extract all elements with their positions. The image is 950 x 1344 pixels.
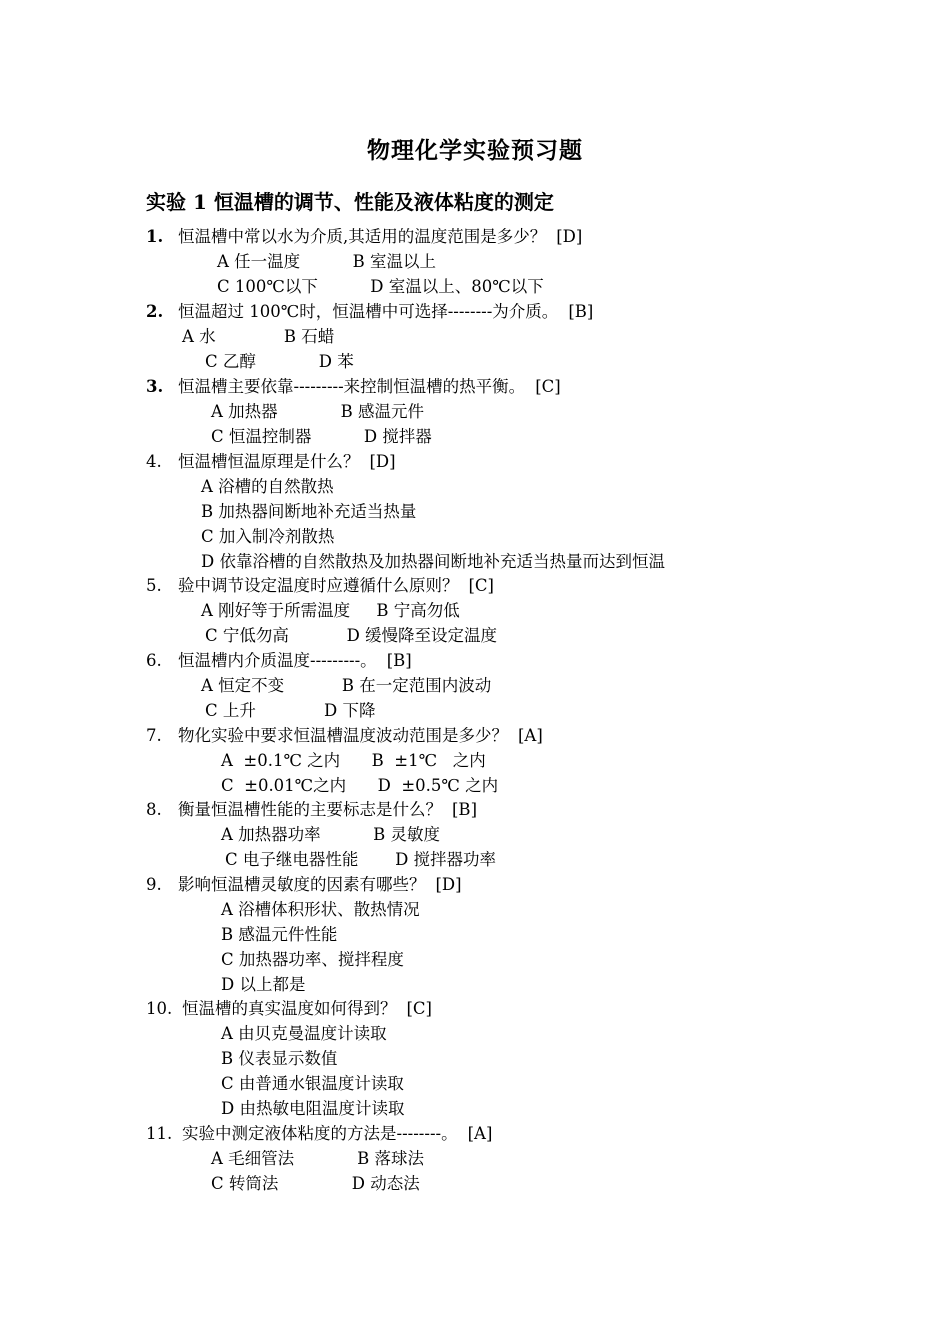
question-number: 1. — [146, 227, 164, 246]
option-line: B 加热器间断地补充适当热量 — [201, 502, 417, 521]
option-line: B 仪表显示数值 — [221, 1049, 338, 1068]
option-line: A 水 B 石蜡 — [182, 327, 335, 346]
question-number: 8. — [146, 800, 162, 819]
question-number: 5. — [146, 576, 162, 595]
section-heading: 实验 1 恒温槽的调节、性能及液体粘度的测定 — [146, 190, 554, 214]
answer-key: [B] — [568, 302, 594, 321]
option-line: C 转筒法 D 动态法 — [211, 1174, 420, 1193]
option-line: C 乙醇 D 苯 — [205, 352, 354, 371]
question-number: 11. — [146, 1124, 173, 1143]
option-line: C 电子继电器性能 D 搅拌器功率 — [225, 850, 497, 869]
question-text: 恒温槽主要依靠---------来控制恒温槽的热平衡。 — [178, 377, 526, 396]
option-line: A 毛细管法 B 落球法 — [211, 1149, 424, 1168]
question-number: 4. — [146, 452, 162, 471]
question-text: 恒温槽的真实温度如何得到？ — [182, 999, 397, 1018]
option-line: D 由热敏电阻温度计读取 — [221, 1099, 405, 1118]
question-line — [146, 650, 412, 672]
option-line: A 恒定不变 B 在一定范围内波动 — [201, 676, 492, 695]
question-line — [146, 725, 543, 747]
option-line: A ±0.1℃ 之内 B ±1℃ 之内 — [221, 751, 486, 770]
question-line — [146, 998, 432, 1020]
question-text: 衡量恒温槽性能的主要标志是什么？ — [178, 800, 442, 819]
option-line: D 依靠浴槽的自然散热及加热器间断地补充适当热量而达到恒温 — [201, 552, 665, 571]
question-text: 恒温槽内介质温度---------。 — [178, 651, 377, 670]
option-line: C ±0.01℃之内 D ±0.5℃ 之内 — [221, 776, 499, 795]
option-line: A 加热器功率 B 灵敏度 — [221, 825, 440, 844]
answer-key: [A] — [467, 1124, 493, 1143]
option-line: A 加热器 B 感温元件 — [211, 402, 424, 421]
question-line — [146, 1123, 492, 1145]
question-text: 恒温槽中常以水为介质,其适用的温度范围是多少？ — [178, 227, 547, 246]
question-line — [146, 301, 593, 323]
question-line — [146, 376, 561, 398]
option-line: B 感温元件性能 — [221, 925, 338, 944]
question-number: 6. — [146, 651, 162, 670]
page-title: 物理化学实验预习题 — [367, 137, 583, 164]
question-line — [146, 451, 396, 473]
answer-key: [B] — [452, 800, 477, 819]
question-line — [146, 575, 494, 597]
question-text: 影响恒温槽灵敏度的因素有哪些？ — [178, 875, 426, 894]
question-line — [146, 874, 462, 896]
option-line: C 宁低勿高 D 缓慢降至设定温度 — [205, 626, 498, 645]
answer-key: [A] — [518, 726, 543, 745]
question-text: 实验中测定液体粘度的方法是--------。 — [182, 1124, 458, 1143]
question-number: 7. — [146, 726, 162, 745]
question-text: 验中调节设定温度时应遵循什么原则？ — [178, 576, 459, 595]
answer-key: [C] — [406, 999, 432, 1018]
answer-key: [C] — [468, 576, 494, 595]
option-line: A 浴槽体积形状、散热情况 — [221, 900, 420, 919]
answer-key: [D] — [435, 875, 462, 894]
option-line: C 100℃以下 D 室温以上、80℃以下 — [217, 277, 544, 296]
option-line: A 由贝克曼温度计读取 — [221, 1024, 387, 1043]
option-line: A 任一温度 B 室温以上 — [217, 252, 436, 271]
question-text: 恒温超过 100℃时，恒温槽中可选择--------为介质。 — [178, 302, 559, 321]
option-line: C 恒温控制器 D 搅拌器 — [211, 427, 432, 446]
option-line: A 刚好等于所需温度 B 宁高勿低 — [201, 601, 460, 620]
answer-key: [D] — [556, 227, 583, 246]
option-line: D 以上都是 — [221, 975, 306, 994]
question-number: 10. — [146, 999, 173, 1018]
answer-key: [B] — [386, 651, 412, 670]
question-number: 9. — [146, 875, 162, 894]
answer-key: [C] — [535, 377, 561, 396]
question-text: 恒温槽恒温原理是什么？ — [178, 452, 360, 471]
option-line: C 上升 D 下降 — [205, 701, 376, 720]
question-line — [146, 226, 582, 248]
question-line — [146, 799, 477, 821]
question-number: 2. — [146, 302, 164, 321]
answer-key: [D] — [369, 452, 396, 471]
option-line: A 浴槽的自然散热 — [201, 477, 334, 496]
question-number: 3. — [146, 377, 164, 396]
option-line: C 加入制冷剂散热 — [201, 527, 335, 546]
option-line: C 加热器功率、搅拌程度 — [221, 950, 404, 969]
option-line: C 由普通水银温度计读取 — [221, 1074, 404, 1093]
question-text: 物化实验中要求恒温槽温度波动范围是多少？ — [178, 726, 508, 745]
